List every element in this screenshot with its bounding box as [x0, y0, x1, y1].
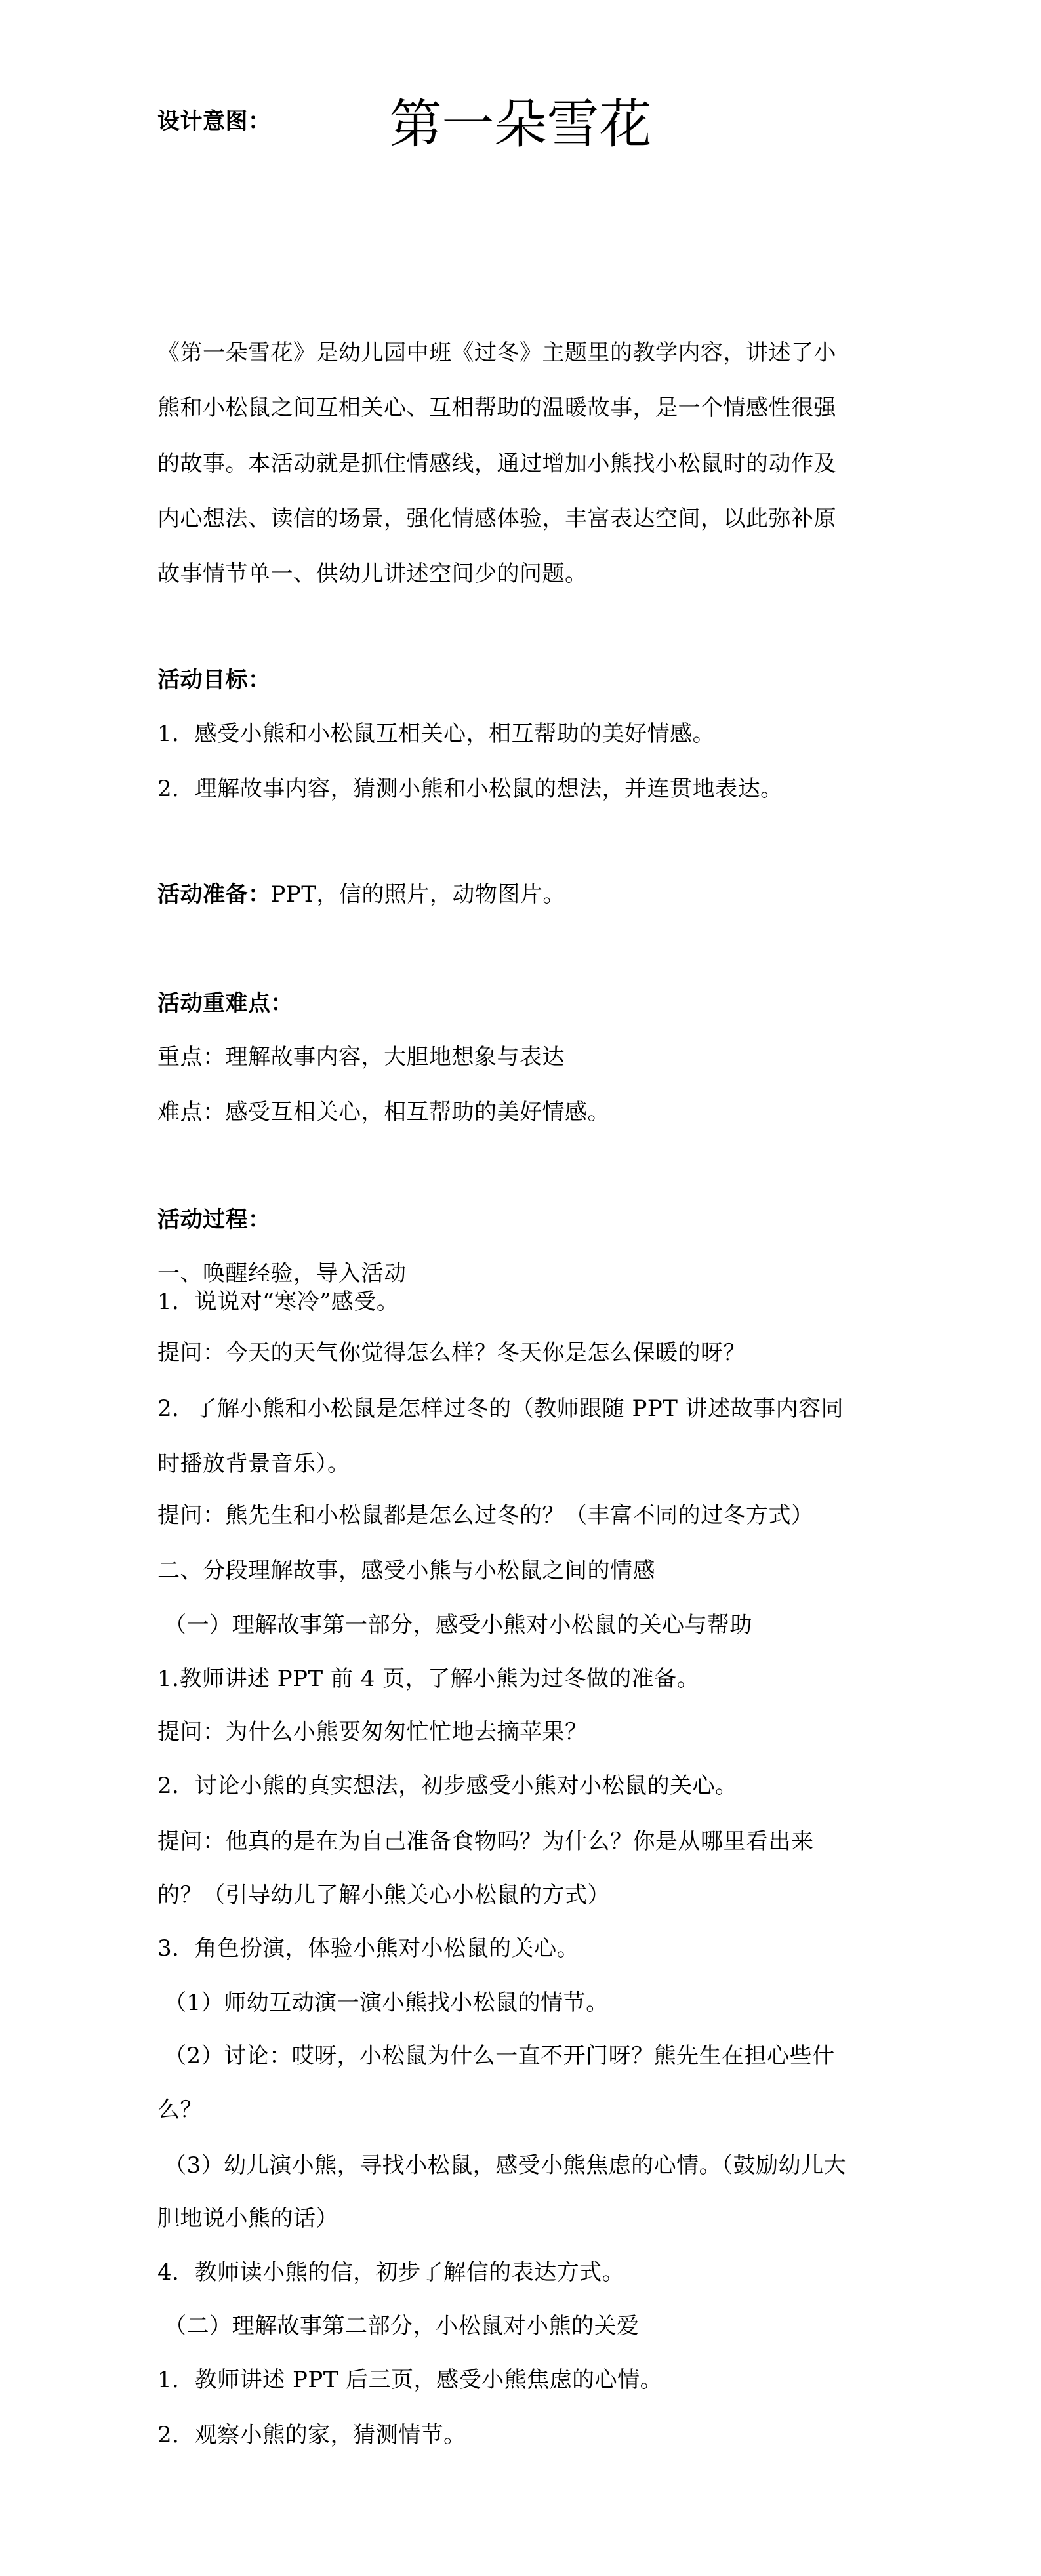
process-line: （2）讨论：哎呀，小松鼠为什么一直不开门呀？熊先生在担心些什: [164, 2043, 835, 2069]
process-heading: 活动过程：: [157, 1207, 271, 1233]
process-line: 2．讨论小熊的真实想法，初步感受小熊对小松鼠的关心。: [157, 1773, 738, 1799]
process-line: 提问：为什么小熊要匆匆忙忙地去摘苹果？: [157, 1719, 588, 1745]
key-points-heading: 活动重难点：: [157, 990, 293, 1016]
document-title: 第一朵雪花: [389, 94, 652, 155]
paragraph-line: 故事情节单一、供幼儿讲述空间少的问题。: [157, 561, 588, 587]
process-line: 1．说说对“寒冷”感受。: [157, 1289, 399, 1315]
paragraph-line: 内心想法、读信的场景，强化情感体验，丰富表达空间，以此弥补原: [157, 506, 836, 532]
paragraph-line: 《第一朵雪花》是幼儿园中班《过冬》主题里的教学内容，讲述了小: [157, 340, 836, 366]
preparation-text: PPT，信的照片，动物图片。: [270, 881, 565, 908]
process-line: 二、分段理解故事，感受小熊与小松鼠之间的情感: [157, 1558, 655, 1584]
process-line: 么？: [157, 2097, 203, 2123]
key-point-item: 重点：理解故事内容，大胆地想象与表达: [157, 1044, 565, 1070]
process-line: 2．观察小熊的家，猜测情节。: [157, 2422, 466, 2448]
process-line: 4．教师读小熊的信，初步了解信的表达方式。: [157, 2259, 625, 2285]
process-line: （二）理解故事第二部分，小松鼠对小熊的关爱: [164, 2313, 640, 2339]
goal-item: 1．感受小熊和小松鼠互相关心，相互帮助的美好情感。: [157, 721, 716, 747]
preparation-heading: 活动准备：: [157, 881, 271, 908]
process-line: 提问：熊先生和小松鼠都是怎么过冬的？（丰富不同的过冬方式）: [157, 1502, 814, 1529]
process-line: （一）理解故事第一部分，感受小熊对小松鼠的关心与帮助: [164, 1612, 752, 1638]
design-intent-heading: 设计意图：: [157, 108, 271, 134]
process-line: 1．教师讲述 PPT 后三页，感受小熊焦虑的心情。: [157, 2367, 663, 2393]
process-line: 的？（引导幼儿了解小熊关心小松鼠的方式）: [157, 1882, 610, 1908]
key-point-item: 难点：感受互相关心，相互帮助的美好情感。: [157, 1099, 610, 1125]
paragraph-line: 熊和小松鼠之间互相关心、互相帮助的温暖故事，是一个情感性很强: [157, 395, 836, 421]
process-line: 1.教师讲述 PPT 前 4 页，了解小熊为过冬做的准备。: [157, 1666, 700, 1692]
process-line: 一、唤醒经验，导入活动: [157, 1260, 407, 1287]
paragraph-line: 的故事。本活动就是抓住情感线，通过增加小熊找小松鼠时的动作及: [157, 451, 836, 477]
goals-heading: 活动目标：: [157, 667, 271, 693]
preparation-line: [157, 880, 886, 909]
process-line: 3．角色扮演，体验小熊对小松鼠的关心。: [157, 1935, 580, 1962]
process-line: （3）幼儿演小熊，寻找小松鼠，感受小熊焦虑的心情。（鼓励幼儿大: [164, 2152, 847, 2179]
process-line: 胆地说小熊的话）: [157, 2205, 338, 2232]
process-line: 2．了解小熊和小松鼠是怎样过冬的（教师跟随 PPT 讲述故事内容同: [157, 1396, 844, 1422]
process-line: 提问：今天的天气你觉得怎么样？冬天你是怎么保暖的呀？: [157, 1340, 746, 1366]
goal-item: 2．理解故事内容，猜测小熊和小松鼠的想法，并连贯地表达。: [157, 776, 783, 802]
process-line: 时播放背景音乐）。: [157, 1451, 350, 1477]
process-line: 提问：他真的是在为自己准备食物吗？为什么？你是从哪里看出来: [157, 1828, 814, 1855]
process-line: （1）师幼互动演一演小熊找小松鼠的情节。: [164, 1990, 609, 2016]
